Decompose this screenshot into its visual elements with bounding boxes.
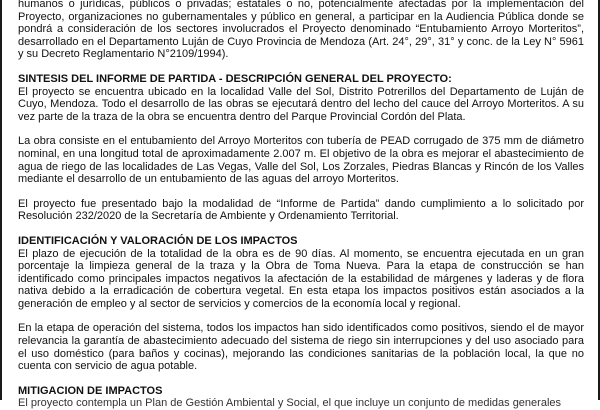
- section-heading-impactos: IDENTIFICACIÓN Y VALORACIÓN DE LOS IMPACTOS: [18, 234, 298, 247]
- page-border-left: [0, 0, 2, 400]
- section-heading-sintesis: SINTESIS DEL INFORME DE PARTIDA - DESCRIPCIÓN GENERAL DEL PROYECTO:: [18, 72, 452, 85]
- sintesis-paragraph-1: El proyecto se encuentra ubicado en la localidad Valle del Sol, Distrito Potrerillos del Departamento de Luján de Cuyo, Mendoza. Todo el desarrollo de las obras se ejecutará dentro del lecho del cauce del Arroyo Morteritos. A su vez parte de la traza de la obra se encuentra dentro del Parque Provincial Cordón del Plata.: [18, 85, 584, 123]
- sintesis-paragraph-2: La obra consiste en el entubamiento del Arroyo Morteritos con tubería de PEAD corrugado de 375 mm de diámetro nominal, en una longitud total de aproximadamente 2.007 m. El objetivo de la obra es mejorar el abastecimiento de agua de riego de las localidades de Las Vegas, Valle del Sol, Los Zorzales, Piedras Blancas y Rincón de los Valles mediante el desarrollo de un entubamiento de las aguas del arroyo Morteritos.: [18, 135, 584, 186]
- section-heading-mitigacion: MITIGACION DE IMPACTOS: [18, 384, 163, 397]
- mitigacion-paragraph-1: El proyecto contempla un Plan de Gestión Ambiental y Social, el que incluye un conjunto de medidas generales: [18, 397, 562, 410]
- impactos-paragraph-2: En la etapa de operación del sistema, todos los impactos han sido identificados como positivos, siendo el de mayor relevancia la garantía de abastecimiento adecuado del sistema de riego sin interrupciones y del uso asociado para el uso doméstico (para baños y cocinas), mejorando las condiciones sanitarias de la población local, la que no cuenta con servicio de agua potable.: [18, 322, 584, 373]
- intro-paragraph: humanos o jurídicas, públicos o privadas; estatales o no, potencialmente afectadas por la implementación del Proyecto, organizaciones no gubernamentales y público en general, a participar en la Audiencia Pública donde se pondrá a consideración de los sectores involucrados el Proyecto denominado “Entubamiento Arroyo Morteritos”, desarrollado en el Departamento Luján de Cuyo Provincia de Mendoza (Art. 24°, 29°, 31° y conc. de la Ley N° 5961 y su Decreto Reglamentario N°2109/1994).: [18, 0, 584, 61]
- document-body: [18, 0, 584, 410]
- impactos-paragraph-1: El plazo de ejecución de la totalidad de la obra es de 90 días. Al momento, se encuentra ejecutada en un gran porcentaje la limpieza general de la traza y la Obra de Toma Nueva. Para la etapa de construcción se han identificado como principales impactos negativos la afectación de la estabilidad de márgenes y laderas y de flora nativa debido a la erradicación de cobertura vegetal. En esta etapa los impactos positivos están asociados a la generación de empleo y al sector de servicios y comercios de la economía local y regional.: [18, 247, 584, 310]
- sintesis-paragraph-3: El proyecto fue presentado bajo la modalidad de “Informe de Partida” dando cumplimiento a lo solicitado por Resolución 232/2020 de la Secretaría de Ambiente y Ordenamiento Territorial.: [18, 197, 584, 223]
